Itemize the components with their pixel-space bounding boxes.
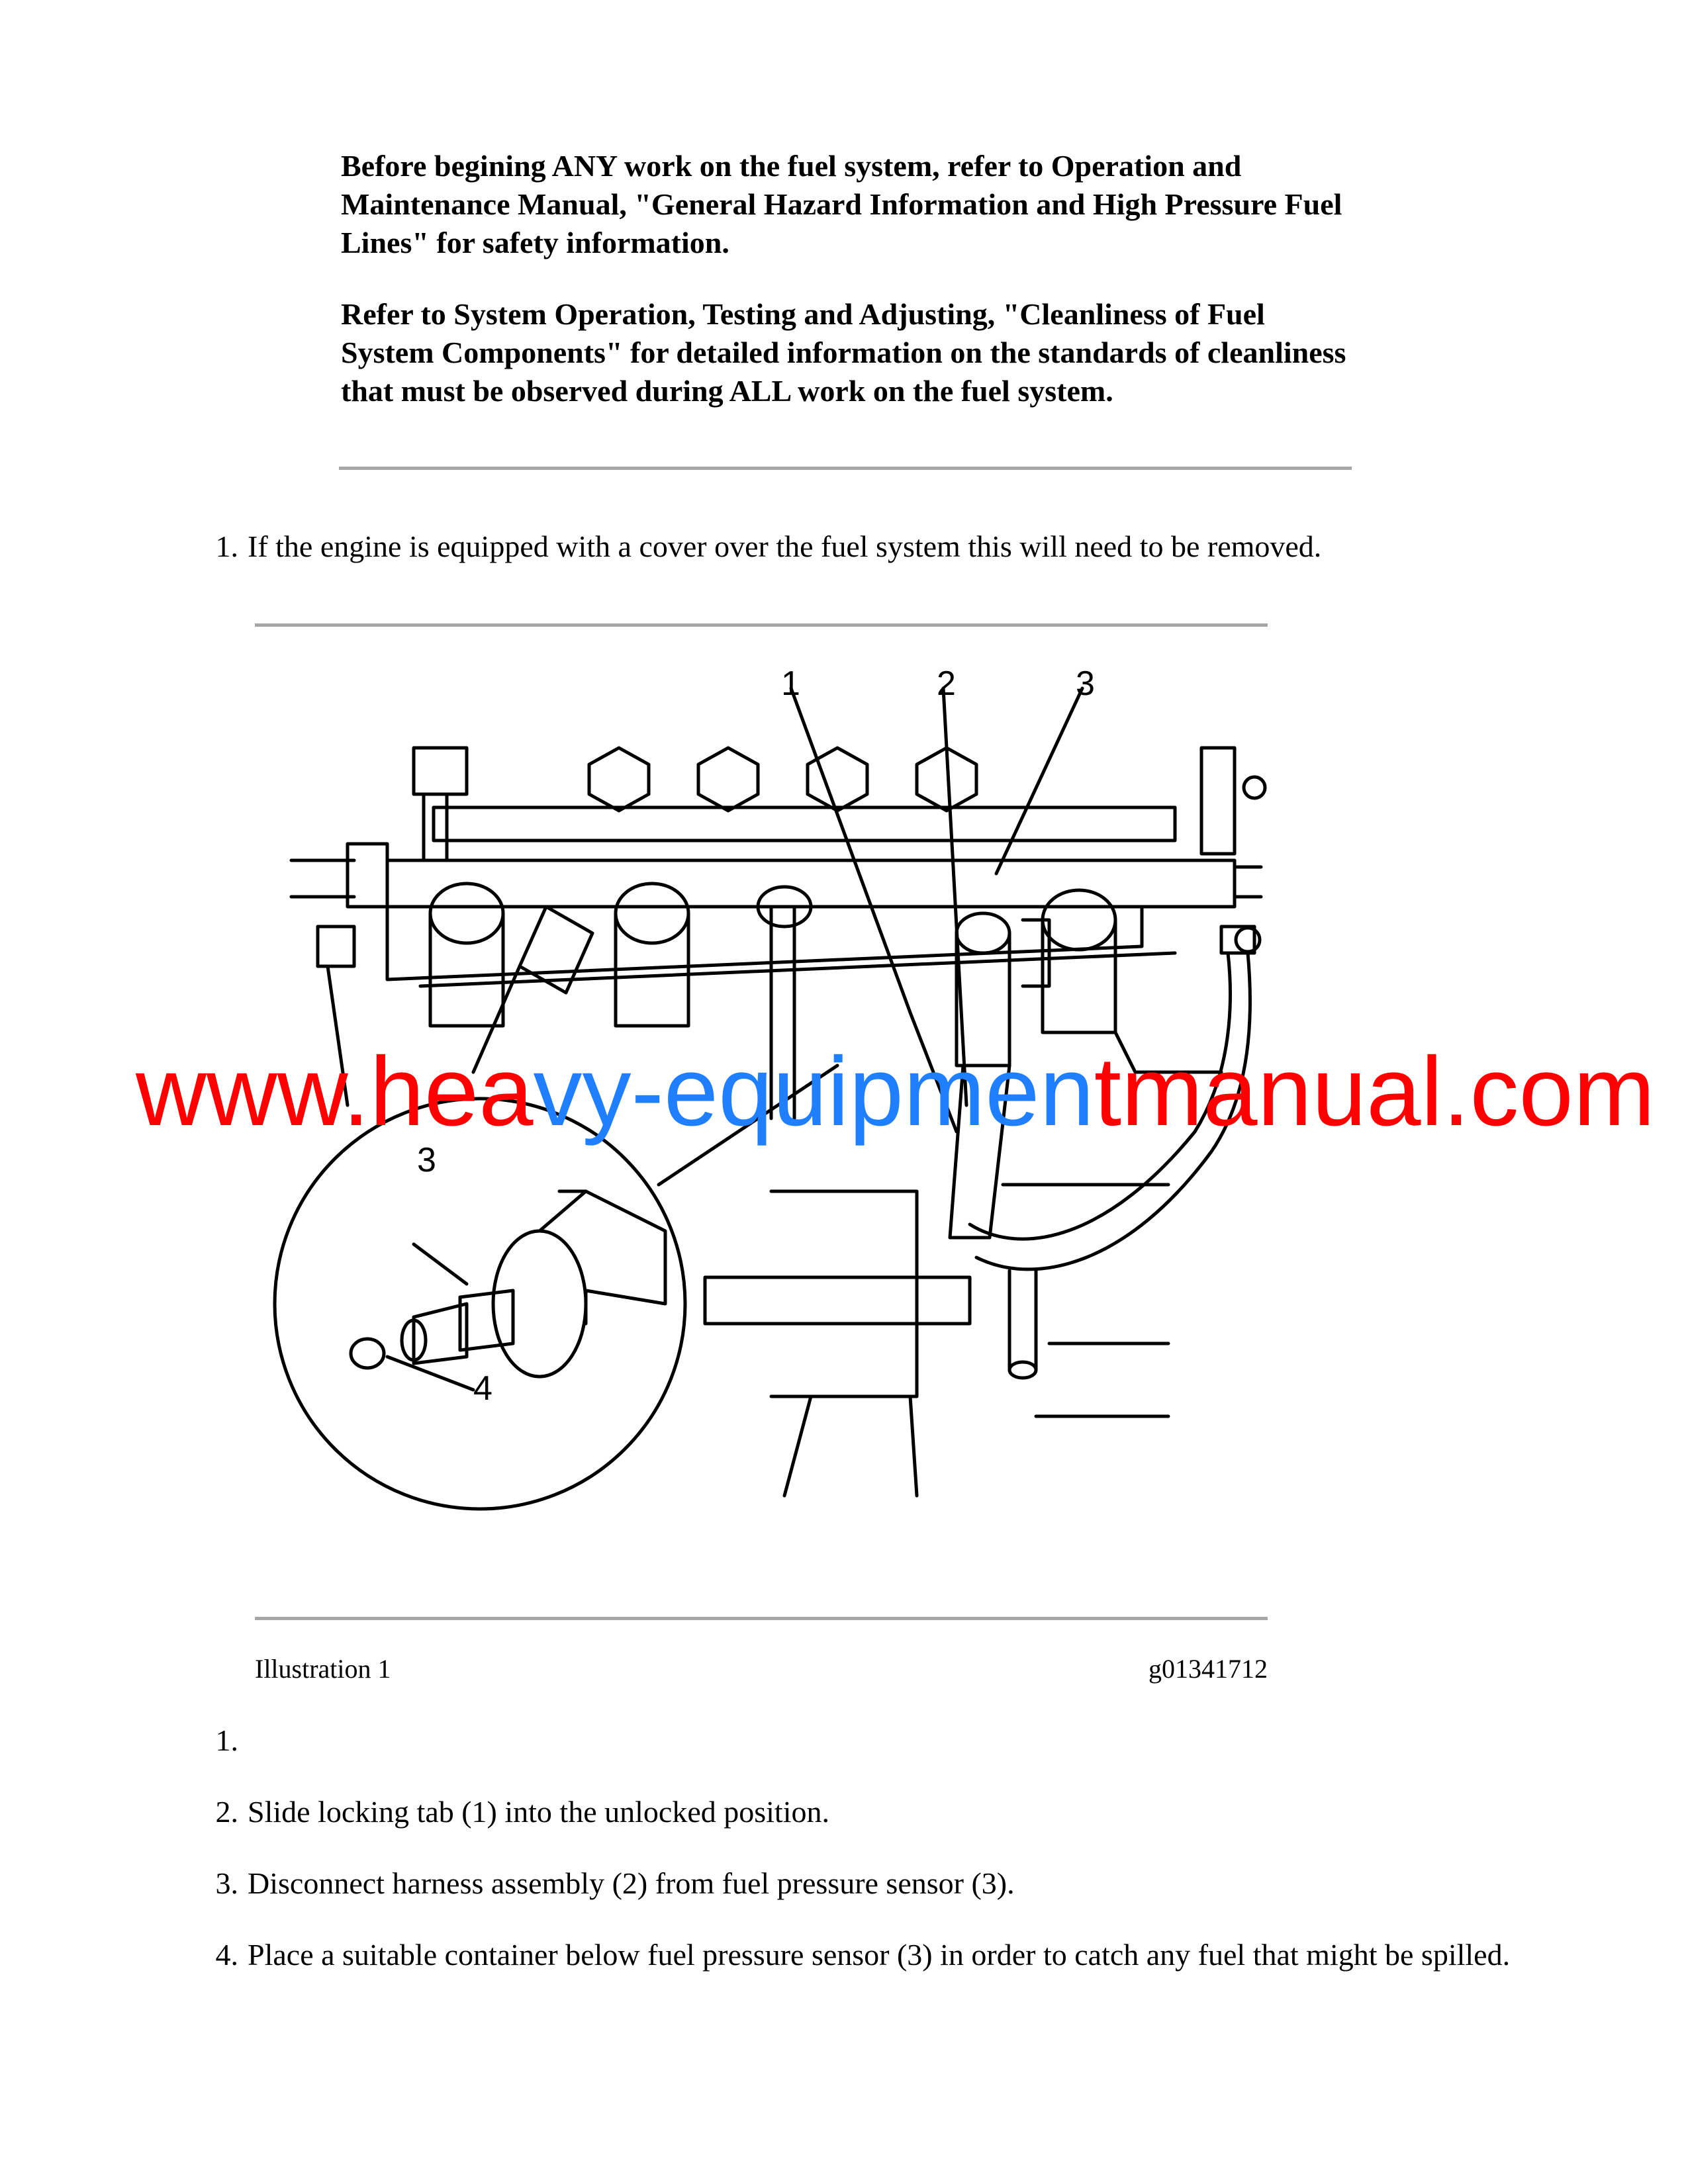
illustration-bottom-divider [255,1617,1268,1620]
step-text: Slide locking tab (1) into the unlocked position. [248,1795,829,1829]
watermark-part-1: www.hea [136,1037,534,1146]
watermark-part-3: tmanual.com [1094,1037,1656,1146]
callout-3: 3 [1076,664,1095,703]
illustration-top-divider [255,623,1268,627]
warning-paragraph-cleanliness: Refer to System Operation, Testing and Adjusting, "Cleanliness of Fuel System Components" for detailed information on the standards of cleanliness that must be observed during ALL work on the fuel system. [341,297,1346,408]
warning-divider [339,467,1352,470]
step-text: If the engine is equipped with a cover over the fuel system this will need to be removed. [248,529,1322,563]
step-text: Disconnect harness assembly (2) from fuel pressure sensor (3). [248,1866,1015,1900]
warning-paragraph-hazard: Before begining ANY work on the fuel system, refer to Operation and Maintenance Manual, "General Hazard Information and High Pressure Fuel Lines" for safety information. [341,149,1342,259]
inset-callout-3: 3 [417,1141,436,1179]
step-number: 4. [215,1938,238,1972]
step-number: 1. [215,529,238,563]
step-number: 1. [215,1723,238,1757]
illustration-id: g01341712 [1149,1654,1268,1684]
step-number: 2. [215,1795,238,1829]
step-number: 3. [215,1866,238,1900]
watermark-part-2: vy-equipmen [533,1037,1094,1146]
inset-callout-4: 4 [473,1369,492,1408]
callout-1: 1 [781,664,800,703]
step-text: Place a suitable container below fuel pressure sensor (3) in order to catch any fuel that might be spilled. [248,1938,1511,1972]
illustration-caption: Illustration 1 [255,1654,391,1684]
watermark [136,1037,1656,1146]
safety-warning [341,147,1360,443]
callout-2: 2 [937,664,956,703]
